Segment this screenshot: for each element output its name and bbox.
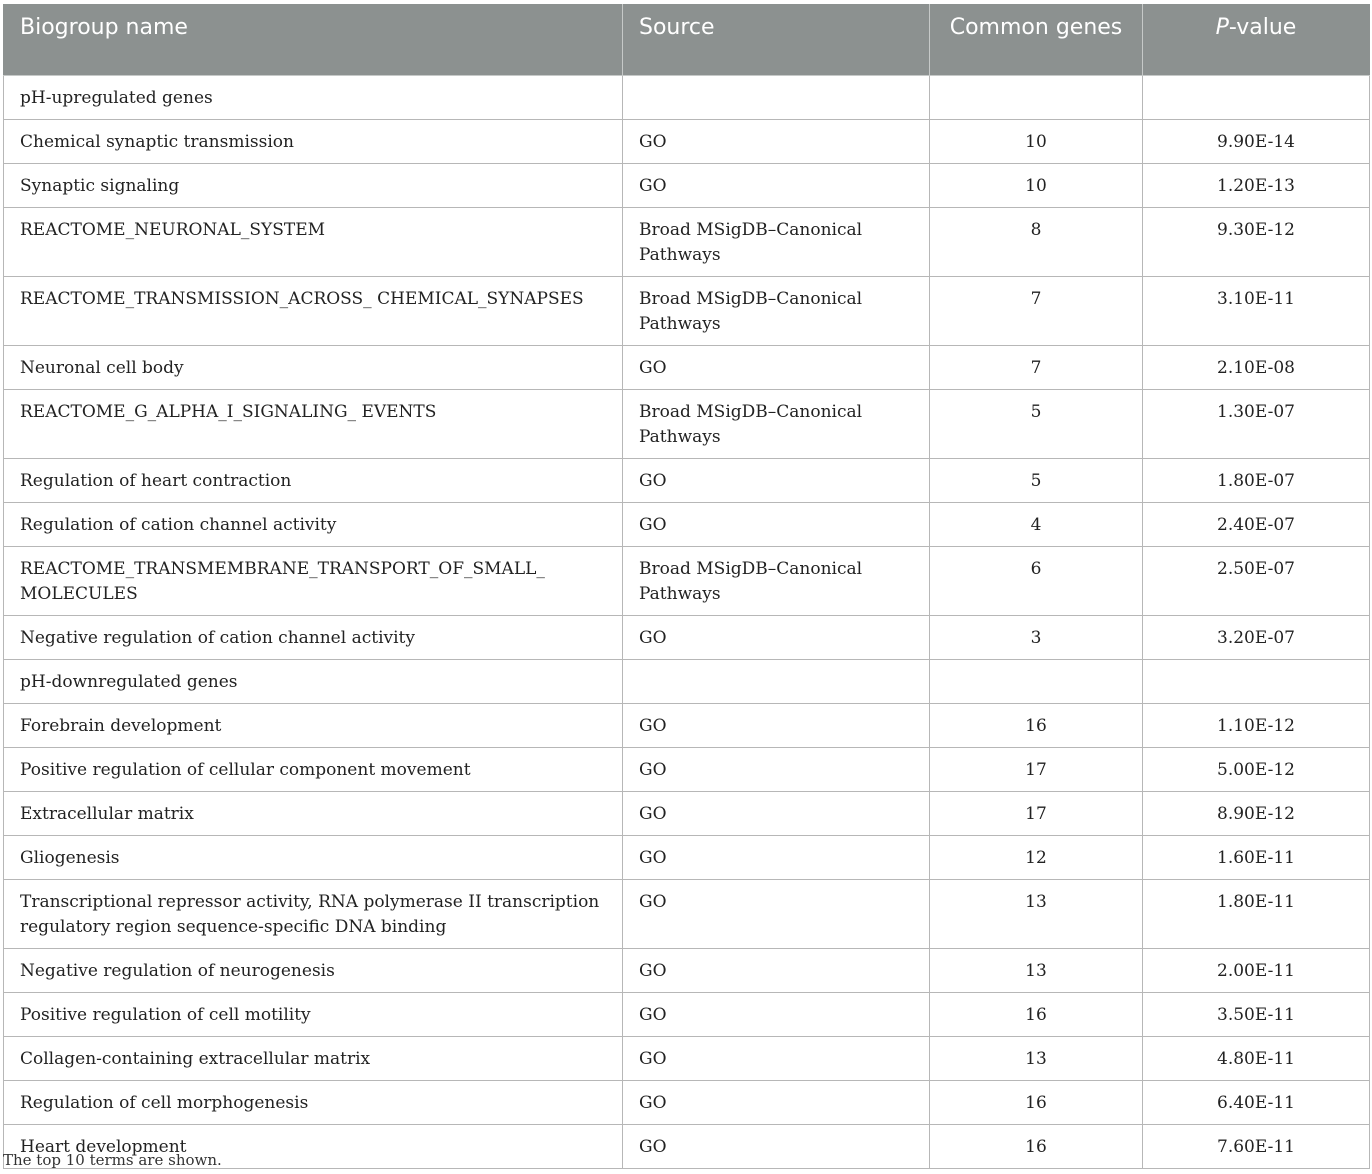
common-genes-cell: 5 [930,458,1143,502]
common-genes-cell: 13 [930,879,1143,948]
section-empty-cell [930,75,1143,119]
common-genes-cell: 8 [930,207,1143,276]
header-biogroup-name: Biogroup name [4,4,623,75]
header-p-value [1143,4,1370,75]
biogroup-name-cell: Chemical synaptic transmission [4,119,623,163]
biogroup-name-cell: Synaptic signaling [4,163,623,207]
biogroup-name-cell: Forebrain development [4,703,623,747]
table-row [4,879,1370,948]
common-genes-cell: 16 [930,703,1143,747]
biogroup-name-cell: REACTOME_TRANSMEMBRANE_TRANSPORT_OF_SMALL_ MOLECULES [4,546,623,615]
header-row [4,4,1370,75]
table-body [4,75,1370,1168]
header-p-suffix: -value [1228,15,1297,40]
source-cell: GO [623,345,930,389]
p-value-cell: 6.40E-11 [1143,1080,1370,1124]
p-value-cell: 1.60E-11 [1143,835,1370,879]
source-cell: Broad MSigDB–Canonical Pathways [623,389,930,458]
common-genes-cell: 13 [930,948,1143,992]
common-genes-cell: 16 [930,1124,1143,1168]
p-value-cell: 3.50E-11 [1143,992,1370,1036]
p-value-cell: 4.80E-11 [1143,1036,1370,1080]
common-genes-cell: 5 [930,389,1143,458]
p-value-cell: 2.40E-07 [1143,502,1370,546]
source-cell: GO [623,879,930,948]
source-cell: GO [623,458,930,502]
biogroup-name-cell: REACTOME_TRANSMISSION_ACROSS_ CHEMICAL_SYNAPSES [4,276,623,345]
source-cell: GO [623,163,930,207]
common-genes-cell: 10 [930,119,1143,163]
source-cell: GO [623,948,930,992]
table-row [4,1036,1370,1080]
biogroup-name-cell: REACTOME_G_ALPHA_I_SIGNALING_ EVENTS [4,389,623,458]
common-genes-cell: 17 [930,747,1143,791]
p-value-cell: 2.10E-08 [1143,345,1370,389]
p-value-cell: 8.90E-12 [1143,791,1370,835]
p-value-cell: 1.20E-13 [1143,163,1370,207]
section-empty-cell [623,659,930,703]
common-genes-cell: 13 [930,1036,1143,1080]
table-row [4,747,1370,791]
table-row [4,119,1370,163]
biogroup-name-cell: Positive regulation of cellular component movement [4,747,623,791]
common-genes-cell: 3 [930,615,1143,659]
source-cell: GO [623,992,930,1036]
biogroup-table-container [3,4,1369,1169]
source-cell: Broad MSigDB–Canonical Pathways [623,276,930,345]
biogroup-name-cell: Gliogenesis [4,835,623,879]
biogroup-name-cell: Collagen-containing extracellular matrix [4,1036,623,1080]
biogroup-name-cell: Regulation of cell morphogenesis [4,1080,623,1124]
biogroup-name-cell: Extracellular matrix [4,791,623,835]
p-value-cell: 2.50E-07 [1143,546,1370,615]
table-row [4,615,1370,659]
table-row [4,502,1370,546]
common-genes-cell: 7 [930,345,1143,389]
p-value-cell: 5.00E-12 [1143,747,1370,791]
header-common-genes: Common genes [930,4,1143,75]
biogroup-name-cell: Negative regulation of cation channel activity [4,615,623,659]
common-genes-cell: 7 [930,276,1143,345]
section-empty-cell [1143,659,1370,703]
source-cell: GO [623,119,930,163]
table-row [4,546,1370,615]
source-cell: GO [623,1080,930,1124]
p-value-cell: 9.30E-12 [1143,207,1370,276]
p-value-cell: 3.10E-11 [1143,276,1370,345]
table-row [4,276,1370,345]
source-cell: Broad MSigDB–Canonical Pathways [623,546,930,615]
biogroup-name-cell: Positive regulation of cell motility [4,992,623,1036]
table-header [4,4,1370,75]
common-genes-cell: 17 [930,791,1143,835]
p-value-cell: 1.30E-07 [1143,389,1370,458]
table-row [4,992,1370,1036]
p-value-cell: 9.90E-14 [1143,119,1370,163]
header-source: Source [623,4,930,75]
source-cell: GO [623,502,930,546]
table-row [4,389,1370,458]
p-value-cell: 1.10E-12 [1143,703,1370,747]
common-genes-cell: 16 [930,992,1143,1036]
p-value-cell: 1.80E-11 [1143,879,1370,948]
table-row [4,948,1370,992]
biogroup-name-cell: Regulation of heart contraction [4,458,623,502]
header-p-letter: P [1215,15,1229,40]
table-row [4,791,1370,835]
biogroup-name-cell: Regulation of cation channel activity [4,502,623,546]
source-cell: GO [623,1124,930,1168]
source-cell: GO [623,615,930,659]
table-row [4,835,1370,879]
source-cell: GO [623,835,930,879]
section-header-row [4,659,1370,703]
biogroup-table [3,4,1370,1169]
section-empty-cell [930,659,1143,703]
source-cell: GO [623,791,930,835]
section-header-row [4,75,1370,119]
common-genes-cell: 4 [930,502,1143,546]
p-value-cell: 7.60E-11 [1143,1124,1370,1168]
biogroup-name-cell: Heart development [4,1124,623,1168]
p-value-cell: 3.20E-07 [1143,615,1370,659]
section-title: pH-downregulated genes [4,659,623,703]
biogroup-name-cell: Negative regulation of neurogenesis [4,948,623,992]
section-empty-cell [1143,75,1370,119]
biogroup-name-cell: Transcriptional repressor activity, RNA polymerase II transcription regulatory region sequence-specific DNA binding [4,879,623,948]
common-genes-cell: 12 [930,835,1143,879]
source-cell: GO [623,703,930,747]
common-genes-cell: 10 [930,163,1143,207]
table-row [4,207,1370,276]
common-genes-cell: 16 [930,1080,1143,1124]
biogroup-name-cell: Neuronal cell body [4,345,623,389]
p-value-cell: 1.80E-07 [1143,458,1370,502]
table-row [4,345,1370,389]
table-row [4,1080,1370,1124]
section-title: pH-upregulated genes [4,75,623,119]
source-cell: Broad MSigDB–Canonical Pathways [623,207,930,276]
source-cell: GO [623,747,930,791]
p-value-cell: 2.00E-11 [1143,948,1370,992]
common-genes-cell: 6 [930,546,1143,615]
table-row [4,458,1370,502]
section-empty-cell [623,75,930,119]
table-row [4,703,1370,747]
source-cell: GO [623,1036,930,1080]
biogroup-name-cell: REACTOME_NEURONAL_SYSTEM [4,207,623,276]
table-row [4,163,1370,207]
table-footnote: The top 10 terms are shown. [3,1151,222,1169]
